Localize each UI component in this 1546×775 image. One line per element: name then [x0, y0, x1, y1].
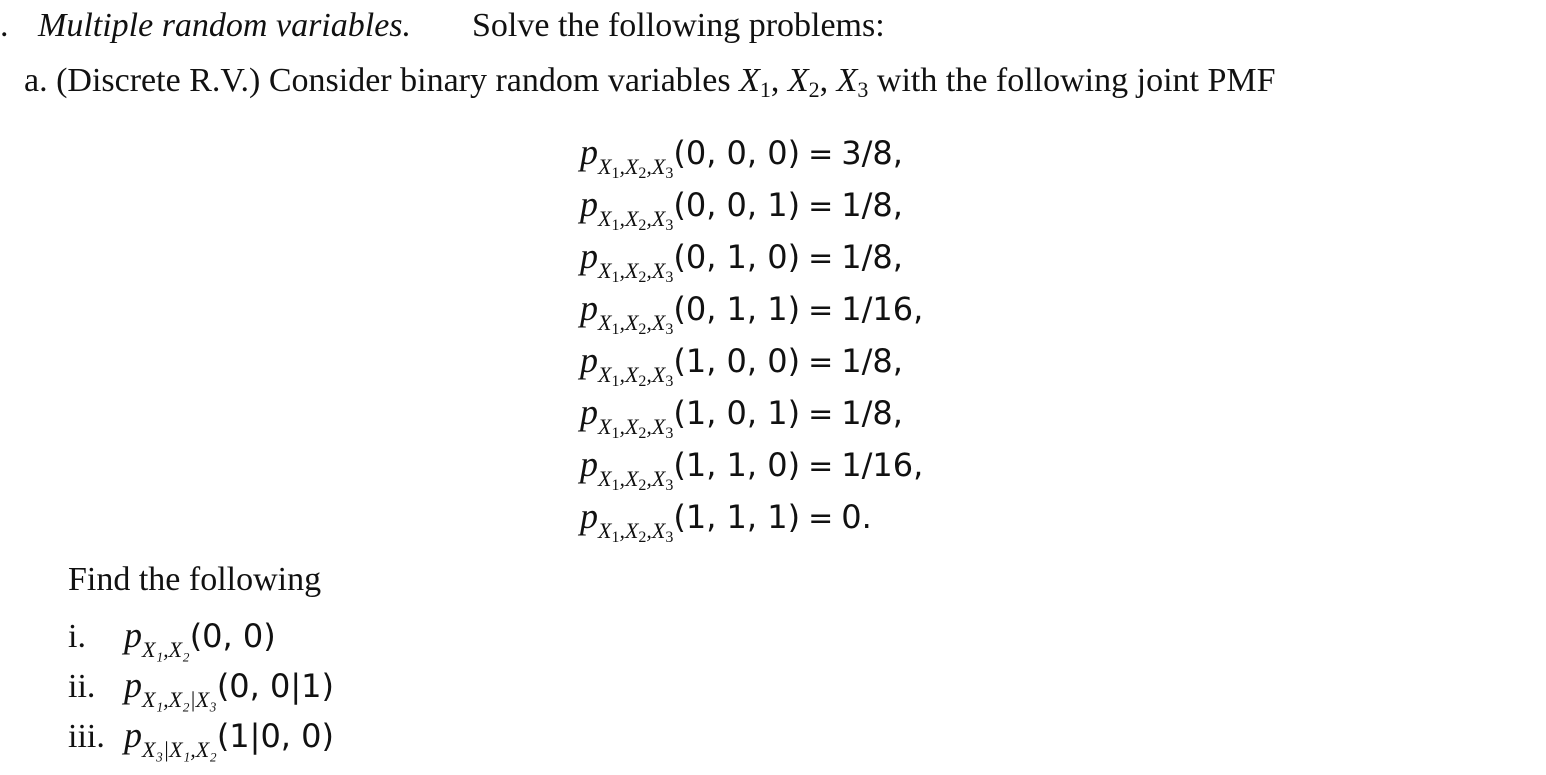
question-subscript: X₁,X₂|X₃ [142, 687, 217, 712]
problem-title: Multiple random variables. [38, 7, 412, 44]
pmf-args: (1, 1, 0) [673, 446, 801, 484]
pmf-args: (1, 1, 1) [673, 498, 801, 536]
variable-x1: $X_1$ [739, 62, 771, 102]
pmf-row: $p_{X1,X2,X3}(1$, 1, 0) = 1/16, [580, 444, 924, 494]
question-subscript: X₁,X₂ [142, 637, 190, 662]
pmf-args: (1, 0, 0) [673, 342, 801, 380]
question-item-i: i. $p_{X_1,X_2}(0$, 0) [68, 610, 276, 660]
problem-number-dot: . [0, 7, 9, 44]
pmf-row: $p_{X1,X2,X3}(0$, 0, 0) = 3/8, [580, 132, 903, 182]
pmf-value: 1/8, [841, 394, 903, 432]
pmf-row: $p_{X1,X2,X3}(0$, 0, 1) = 1/8, [580, 184, 903, 234]
pmf-value: 1/8, [841, 342, 903, 380]
question-item-ii: ii. $p_{X_1,X_2|X_3}(0$, 0|1) [68, 660, 334, 710]
pmf-args: (0, 1, 0) [673, 238, 801, 276]
pmf-value: 3/8, [841, 134, 903, 172]
pmf-args: (0, 0, 1) [673, 186, 801, 224]
pmf-args: (1, 0, 1) [673, 394, 801, 432]
pmf-value: 1/16, [841, 290, 924, 328]
pmf-args: (0, 1, 1) [673, 290, 801, 328]
question-args: (0, 0|1) [216, 667, 334, 705]
problem-instruction: Solve the following problems: [472, 7, 885, 44]
pmf-value: 1/8, [841, 186, 903, 224]
pmf-value: 0. [841, 498, 872, 536]
pmf-row: $p_{X1,X2,X3}(0$, 1, 1) = 1/16, [580, 288, 924, 338]
pmf-row: $p_{X1,X2,X3}(1$, 0, 0) = 1/8, [580, 340, 903, 390]
part-a-statement: a. (Discrete R.V.) Consider binary random variables $X_1$, $X_2$, $X_3$ with the following joint PMF [24, 62, 1276, 102]
pmf-value: 1/8, [841, 238, 903, 276]
find-label: Find the following [68, 561, 322, 598]
pmf-value: 1/16, [841, 446, 924, 484]
pmf-args: (0, 0, 0) [673, 134, 801, 172]
question-args: (1|0, 0) [216, 717, 334, 755]
pmf-row: $p_{X1,X2,X3}(0$, 1, 0) = 1/8, [580, 236, 903, 286]
question-number: iii. [68, 718, 105, 755]
part-a-outro: with the following joint PMF [876, 62, 1276, 99]
pmf-row: $p_{X1,X2,X3}(1$, 0, 1) = 1/8, [580, 392, 903, 442]
pmf-row: $p_{X1,X2,X3}(1$, 1, 1) = 0. [580, 496, 872, 546]
part-a-label: a. [24, 62, 48, 99]
variable-x3: $X_3$ [836, 62, 869, 102]
question-item-iii: iii. $p_{X_3|X_1,X_2}(1|0$, 0) [68, 710, 334, 760]
question-number: i. [68, 618, 86, 655]
variable-x2: $X_2$ [787, 62, 820, 102]
question-number: ii. [68, 668, 96, 705]
question-args: (0, 0) [189, 617, 276, 655]
question-subscript: X₃|X₁,X₂ [142, 737, 217, 762]
part-a-intro: (Discrete R.V.) Consider binary random variables [56, 62, 731, 99]
